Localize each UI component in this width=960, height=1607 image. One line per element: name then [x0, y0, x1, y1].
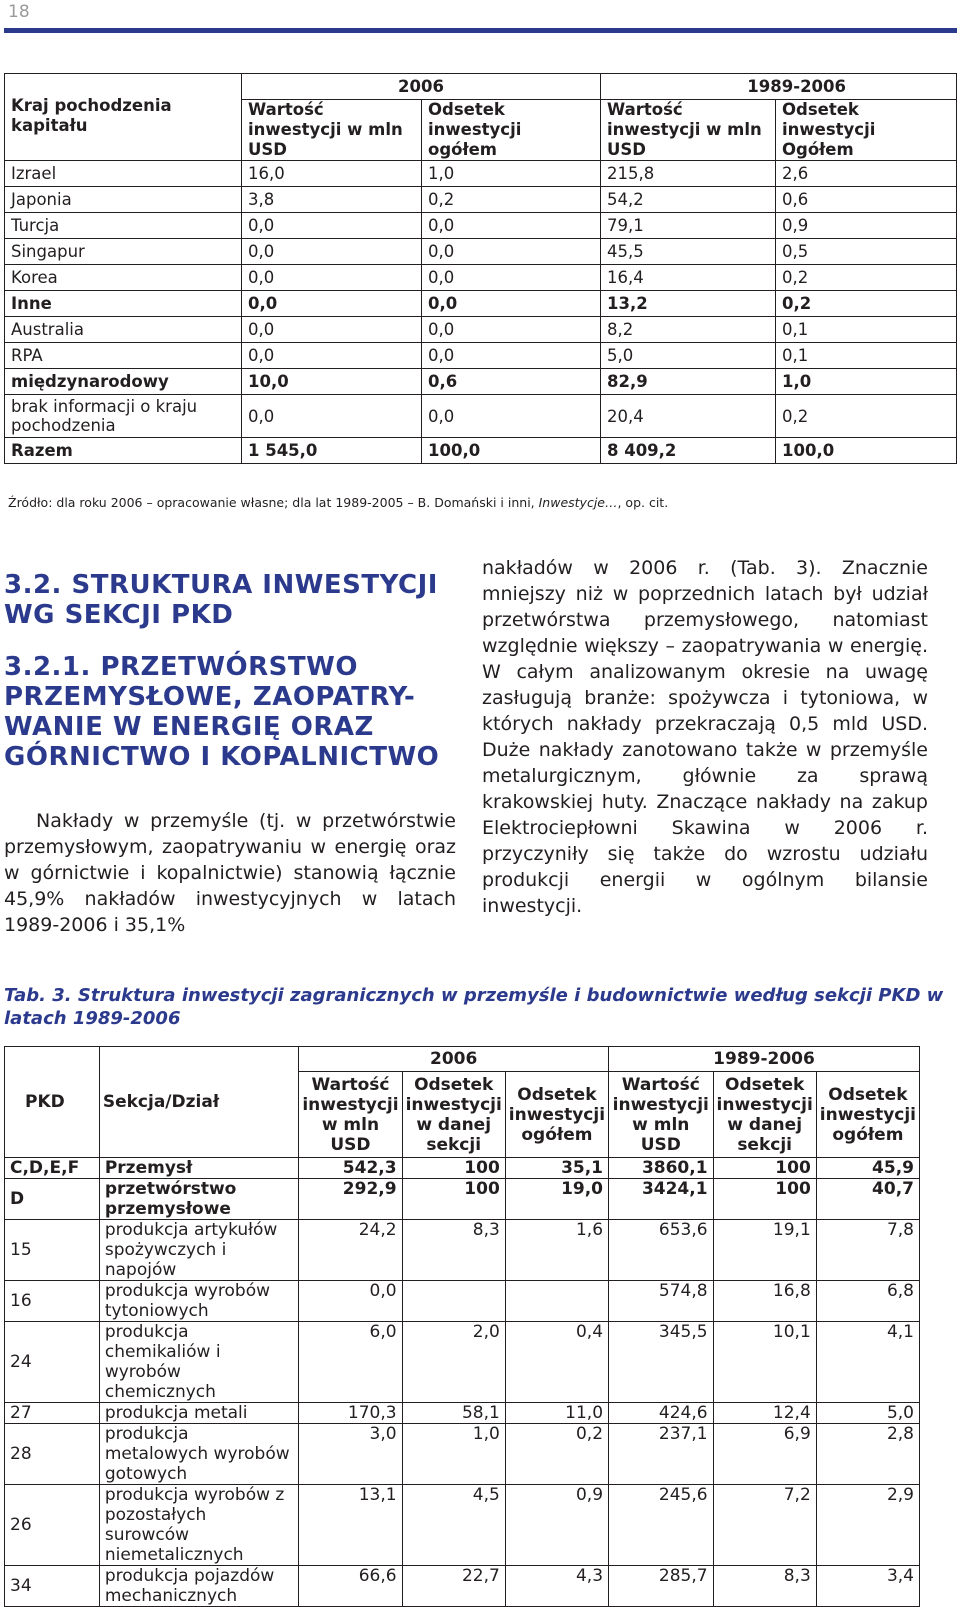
value-cell: 0,2: [505, 1424, 608, 1485]
value-cell: 3,8: [242, 187, 422, 213]
table-row: [5, 395, 957, 438]
value-cell: 292,9: [299, 1179, 402, 1220]
value-cell: 0,2: [776, 265, 957, 291]
table-row: [5, 1322, 920, 1403]
table-row: [5, 1403, 920, 1424]
pkd-cell: 24: [5, 1322, 100, 1403]
section-name-cell: produkcja artykułów spożywczych i napojów: [99, 1220, 299, 1281]
country-cell: Izrael: [5, 161, 242, 187]
value-cell: 16,0: [242, 161, 422, 187]
paragraph-right: nakładów w 2006 r. (Tab. 3). Znacznie mniejszy niż w poprzednich latach był udział przetwórstwa przemysłowego, natomiast względnie większy – zaopatrywania w energię. W całym analizowanym okresie na uwagę zasługują branże: spożywcza i tytoniowa, w których nakłady przekraczają 0,5 mld USD. Duże nakłady zanotowano także w przemyśle metalurgicznym, głównie za sprawą krakowskiej huty. Znaczące nakłady na zakup Elektrociepłowni Skawina w 2006 r. przyczyniły się także do wzrostu udziału produkcji energii w ogólnym bilansie inwestycji.: [482, 557, 928, 917]
pkd-cell: 34: [5, 1566, 100, 1607]
section-name-cell: produkcja wyrobów tytoniowych: [99, 1281, 299, 1322]
value-cell: 0,2: [776, 395, 957, 438]
country-cell: Korea: [5, 265, 242, 291]
col-header-section-share-1989-2006: Odsetek inwestycji w danej sekcji: [713, 1072, 816, 1158]
value-cell: 0,2: [776, 291, 957, 317]
value-cell: 100,0: [422, 438, 601, 464]
value-cell: 8,3: [713, 1566, 816, 1607]
value-cell: 0,0: [422, 317, 601, 343]
value-cell: 12,4: [713, 1403, 816, 1424]
value-cell: 45,5: [601, 239, 776, 265]
value-cell: 6,9: [713, 1424, 816, 1485]
table-row: [5, 317, 957, 343]
table-row: [5, 161, 957, 187]
value-cell: 0,9: [505, 1485, 608, 1566]
col-header-value-1989-2006: Wartość inwestycji w mln USD: [601, 100, 776, 161]
col-header-value-1989-2006: Wartość inwestycji w mln USD: [609, 1072, 714, 1158]
value-cell: 82,9: [601, 369, 776, 395]
value-cell: 170,3: [299, 1403, 402, 1424]
value-cell: 653,6: [609, 1220, 714, 1281]
col-header-total-share-2006: Odsetek inwestycji ogółem: [505, 1072, 608, 1158]
pkd-cell: 15: [5, 1220, 100, 1281]
value-cell: 100: [402, 1158, 505, 1179]
page-number: 18: [8, 2, 30, 22]
value-cell: 2,6: [776, 161, 957, 187]
table-row: [5, 239, 957, 265]
country-cell: RPA: [5, 343, 242, 369]
source-title: Inwestycje…: [538, 495, 618, 510]
table-row: [5, 369, 957, 395]
value-cell: 16,4: [601, 265, 776, 291]
value-cell: 0,6: [422, 369, 601, 395]
country-cell: Australia: [5, 317, 242, 343]
col-header-total-share-1989-2006: Odsetek inwestycji ogółem: [816, 1072, 919, 1158]
table-row: [5, 213, 957, 239]
value-cell: 1,0: [402, 1424, 505, 1485]
value-cell: 0,2: [422, 187, 601, 213]
value-cell: 4,3: [505, 1566, 608, 1607]
source-prefix: Źródło: dla roku 2006 – opracowanie własne; dla lat 1989-2005 – B. Domański i inni,: [8, 495, 539, 510]
value-cell: 574,8: [609, 1281, 714, 1322]
pkd-cell: 16: [5, 1281, 100, 1322]
subsection-heading: 3.2.1. PRZETWÓRSTWO PRZEMYSŁOWE, ZAOPATRY-WANIE W ENERGIĘ ORAZ GÓRNICTWO I KOPALNICTWO: [4, 652, 440, 772]
table-row: [5, 438, 957, 464]
table-row: [5, 1179, 920, 1220]
table-row: [5, 1566, 920, 1607]
source-suffix: , op. cit.: [617, 495, 669, 510]
pkd-cell: C,D,E,F: [5, 1158, 100, 1179]
value-cell: 2,0: [402, 1322, 505, 1403]
value-cell: 0,5: [776, 239, 957, 265]
table-row: [5, 187, 957, 213]
country-cell: Razem: [5, 438, 242, 464]
value-cell: 0,4: [505, 1322, 608, 1403]
pkd-cell: 27: [5, 1403, 100, 1424]
value-cell: 0,9: [776, 213, 957, 239]
header-rule: [4, 28, 957, 33]
section-name-cell: produkcja chemikaliów i wyrobów chemicznych: [99, 1322, 299, 1403]
value-cell: 19,0: [505, 1179, 608, 1220]
value-cell: 22,7: [402, 1566, 505, 1607]
section-name-cell: produkcja metali: [99, 1403, 299, 1424]
table-row: [5, 343, 957, 369]
value-cell: 45,9: [816, 1158, 919, 1179]
year-2006-header: 2006: [242, 74, 601, 100]
section-name-cell: produkcja wyrobów z pozostałych surowców niemetalicznych: [99, 1485, 299, 1566]
value-cell: 3860,1: [609, 1158, 714, 1179]
value-cell: 0,0: [422, 265, 601, 291]
table-row: [5, 265, 957, 291]
col-header-value-2006: Wartość inwestycji w mln USD: [242, 100, 422, 161]
pkd-cell: 28: [5, 1424, 100, 1485]
value-cell: 345,5: [609, 1322, 714, 1403]
country-cell: Inne: [5, 291, 242, 317]
pkd-cell: D: [5, 1179, 100, 1220]
value-cell: 0,0: [422, 395, 601, 438]
section-heading: 3.2. STRUKTURA INWESTYCJI WG SEKCJI PKD: [4, 570, 438, 630]
value-cell: 0,0: [242, 239, 422, 265]
value-cell: 285,7: [609, 1566, 714, 1607]
value-cell: 4,5: [402, 1485, 505, 1566]
value-cell: 0,0: [242, 213, 422, 239]
value-cell: 20,4: [601, 395, 776, 438]
country-cell: brak informacji o kraju pochodzenia: [5, 395, 242, 438]
col-header-value-2006: Wartość inwestycji w mln USD: [299, 1072, 402, 1158]
country-cell: Singapur: [5, 239, 242, 265]
value-cell: 5,0: [601, 343, 776, 369]
value-cell: 3,0: [299, 1424, 402, 1485]
value-cell: 8,3: [402, 1220, 505, 1281]
value-cell: 237,1: [609, 1424, 714, 1485]
value-cell: [402, 1281, 505, 1322]
value-cell: 3424,1: [609, 1179, 714, 1220]
years-1989-2006-header: 1989-2006: [609, 1047, 920, 1072]
value-cell: 0,0: [422, 239, 601, 265]
country-cell: Turcja: [5, 213, 242, 239]
value-cell: [505, 1281, 608, 1322]
table-row: [5, 1158, 920, 1179]
years-1989-2006-header: 1989-2006: [601, 74, 957, 100]
table-row: [5, 1424, 920, 1485]
value-cell: 13,2: [601, 291, 776, 317]
table-row: [5, 291, 957, 317]
col-header-section-share-2006: Odsetek inwestycji w danej sekcji: [402, 1072, 505, 1158]
col-header-share-2006: Odsetek inwestycji ogółem: [422, 100, 601, 161]
section-name-cell: przetwórstwo przemysłowe: [99, 1179, 299, 1220]
table-source-note: [8, 495, 668, 510]
country-header: Kraj pochodzenia kapitału: [5, 74, 242, 161]
value-cell: 16,8: [713, 1281, 816, 1322]
value-cell: 35,1: [505, 1158, 608, 1179]
table-caption: Tab. 3. Struktura inwestycji zagranicznych w przemyśle i budownictwie według sekcji PKD w latach 1989-2006: [4, 985, 944, 1029]
value-cell: 2,9: [816, 1485, 919, 1566]
value-cell: 11,0: [505, 1403, 608, 1424]
value-cell: 7,2: [713, 1485, 816, 1566]
value-cell: 10,0: [242, 369, 422, 395]
value-cell: 0,0: [242, 395, 422, 438]
value-cell: 3,4: [816, 1566, 919, 1607]
value-cell: 215,8: [601, 161, 776, 187]
value-cell: 6,0: [299, 1322, 402, 1403]
value-cell: 7,8: [816, 1220, 919, 1281]
value-cell: 0,0: [422, 343, 601, 369]
paragraph-left: Nakłady w przemyśle (tj. w przetwórstwie przemysłowym, zaopatrywaniu w energię oraz w górnictwie i kopalnictwie) stanowią łącznie 45,9% nakładów inwestycyjnych w latach 1989-2006 i 35,1%: [4, 810, 456, 936]
value-cell: 0,0: [422, 291, 601, 317]
value-cell: 2,8: [816, 1424, 919, 1485]
value-cell: 13,1: [299, 1485, 402, 1566]
value-cell: 0,0: [242, 291, 422, 317]
value-cell: 66,6: [299, 1566, 402, 1607]
investment-by-country-table: [4, 73, 957, 464]
table-row: [5, 1281, 920, 1322]
value-cell: 4,1: [816, 1322, 919, 1403]
section-name-cell: Przemysł: [99, 1158, 299, 1179]
pkd-structure-table: [4, 1046, 920, 1607]
value-cell: 0,0: [242, 265, 422, 291]
value-cell: 54,2: [601, 187, 776, 213]
col-header-share-1989-2006: Odsetek inwestycji Ogółem: [776, 100, 957, 161]
value-cell: 58,1: [402, 1403, 505, 1424]
value-cell: 8 409,2: [601, 438, 776, 464]
value-cell: 0,0: [422, 213, 601, 239]
country-cell: międzynarodowy: [5, 369, 242, 395]
value-cell: 5,0: [816, 1403, 919, 1424]
value-cell: 24,2: [299, 1220, 402, 1281]
value-cell: 0,1: [776, 317, 957, 343]
table-row: [5, 1485, 920, 1566]
section-header: Sekcja/Dział: [99, 1047, 299, 1158]
pkd-cell: 26: [5, 1485, 100, 1566]
value-cell: 100,0: [776, 438, 957, 464]
value-cell: 1,0: [776, 369, 957, 395]
value-cell: 0,6: [776, 187, 957, 213]
value-cell: 1,6: [505, 1220, 608, 1281]
value-cell: 40,7: [816, 1179, 919, 1220]
pkd-header: PKD: [5, 1047, 100, 1158]
value-cell: 0,1: [776, 343, 957, 369]
value-cell: 79,1: [601, 213, 776, 239]
value-cell: 0,0: [242, 317, 422, 343]
year-2006-header: 2006: [299, 1047, 609, 1072]
value-cell: 424,6: [609, 1403, 714, 1424]
value-cell: 245,6: [609, 1485, 714, 1566]
section-name-cell: produkcja metalowych wyrobów gotowych: [99, 1424, 299, 1485]
value-cell: 100: [713, 1158, 816, 1179]
value-cell: 100: [402, 1179, 505, 1220]
value-cell: 19,1: [713, 1220, 816, 1281]
country-cell: Japonia: [5, 187, 242, 213]
value-cell: 1 545,0: [242, 438, 422, 464]
value-cell: 10,1: [713, 1322, 816, 1403]
value-cell: 1,0: [422, 161, 601, 187]
value-cell: 8,2: [601, 317, 776, 343]
table-row: [5, 1220, 920, 1281]
value-cell: 6,8: [816, 1281, 919, 1322]
value-cell: 0,0: [242, 343, 422, 369]
table-header-group-row: [5, 1047, 920, 1072]
value-cell: 100: [713, 1179, 816, 1220]
table-header-group-row: [5, 74, 957, 100]
value-cell: 542,3: [299, 1158, 402, 1179]
section-name-cell: produkcja pojazdów mechanicznych: [99, 1566, 299, 1607]
value-cell: 0,0: [299, 1281, 402, 1322]
